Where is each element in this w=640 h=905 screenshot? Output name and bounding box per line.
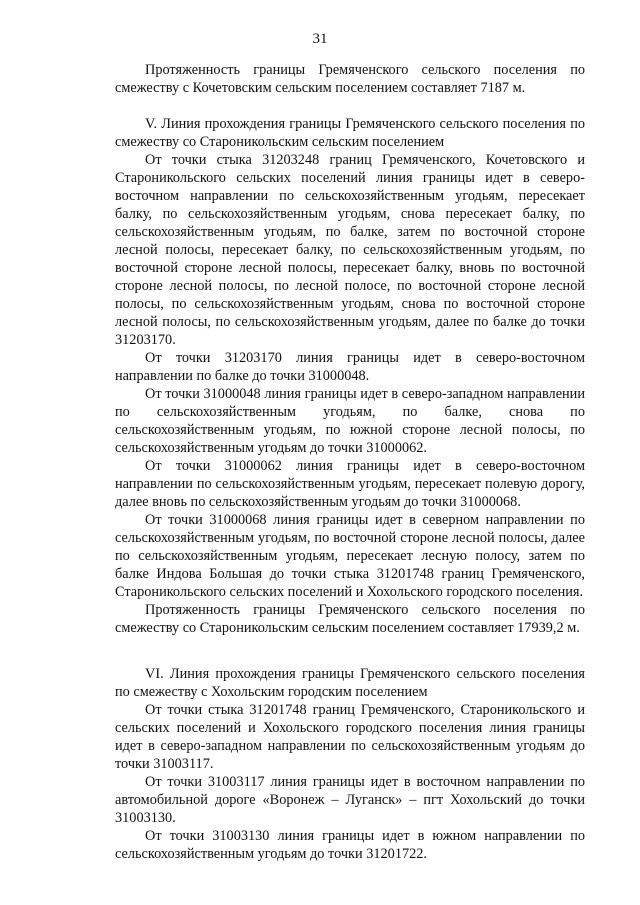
paragraph: V. Линия прохождения границы Гремяченского сельского поселения по смежеству со Староникольским сельским поселением: [115, 116, 585, 150]
paragraph: От точки 31000048 линия границы идет в северо-западном направлении по сельскохозяйственным угодьям, по балке, снова по сельскохозяйственным угодьям, по южной стороне лесной полосы, по сельскохозяйственным угодьям до точки 31000062.: [115, 386, 585, 456]
paragraph: VI. Линия прохождения границы Гремяченского сельского поселения по смежеству с Хохольским городским поселением: [115, 666, 585, 700]
paragraph: От точки стыка 31201748 границ Гремяченского, Староникольского и сельских поселений и Хохольского городского поселения линия границы идет в северо-западном направлении по сельскохозяйственным угодьям до точки 31003117.: [115, 702, 585, 772]
section-spacer: [115, 637, 585, 665]
page-number: 31: [312, 31, 328, 47]
paragraph: От точки 31003130 линия границы идет в южном направлении по сельскохозяйственным угодьям до точки 31201722.: [115, 828, 585, 862]
paragraph: Протяженность границы Гремяченского сельского поселения по смежеству со Староникольским сельским поселением составляет 17939,2 м.: [115, 602, 585, 636]
document-body: [115, 61, 585, 863]
paragraph: От точки 31000062 линия границы идет в северо-восточном направлении по сельскохозяйственным угодьям, пересекает полевую дорогу, далее вновь по сельскохозяйственным угодьям до точки 31000068.: [115, 458, 585, 510]
paragraph: Протяженность границы Гремяченского сельского поселения по смежеству с Кочетовским сельским поселением составляет 7187 м.: [115, 62, 585, 96]
section-spacer: [115, 97, 585, 115]
paragraph: От точки 31203170 линия границы идет в северо-восточном направлении по балке до точки 31000048.: [115, 350, 585, 384]
paragraph: От точки 31000068 линия границы идет в северном направлении по сельскохозяйственным угодьям, по восточной стороне лесной полосы, далее по сельскохозяйственным угодьям, пересекает лесную полосу, затем по балке Индова Большая до точки стыка 31201748 границ Гремяченского, Староникольского сельских поселений и Хохольского городского поселения.: [115, 512, 585, 600]
paragraph: От точки 31003117 линия границы идет в восточном направлении по автомобильной дороге «Воронеж – Луганск» – пгт Хохольский до точки 31003130.: [115, 774, 585, 826]
paragraph: От точки стыка 31203248 границ Гремяченского, Кочетовского и Староникольского сельских поселений линия границы идет в северо-восточном направлении по сельскохозяйственным угодьям, пересекает балку, по сельскохозяйственным угодьям, снова пересекает балку, по сельскохозяйственным угодьям, по балке, затем по восточной стороне лесной полосы, пересекает балку, по сельскохозяйственным угодьям, по восточной стороне лесной полосы, пересекает балку, вновь по восточной стороне лесной полосы, по лесной полосе, по восточной стороне лесной полосы, по сельскохозяйственным угодьям, снова по восточной стороне лесной полосы, по сельскохозяйственным угодьям, далее по балке до точки 31203170.: [115, 152, 585, 348]
